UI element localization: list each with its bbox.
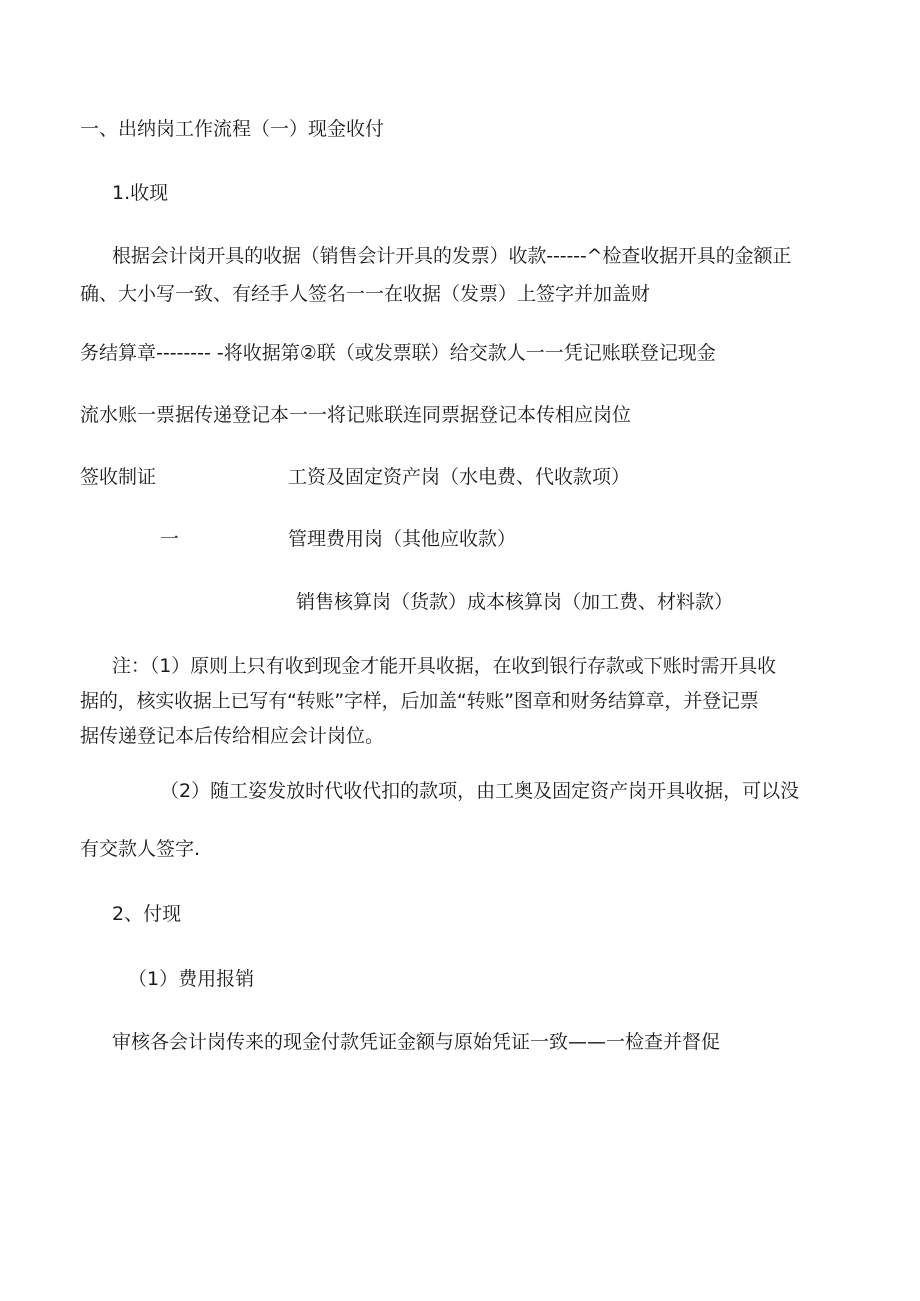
note-line3: 据传递登记本后传给相应会计岗位。	[80, 725, 385, 747]
note-line1: 注：（1）原则上只有收到现金才能开具收据，在收到银行存款或下账时需开具收	[112, 655, 776, 677]
routing-row2: 管理费用岗（其他应收款）	[288, 528, 517, 550]
note-item2-line1: （2）随工姿发放时代收代扣的款项，由工奥及固定资产岗开具收据，可以没	[160, 780, 800, 802]
routing-dash: 一	[160, 528, 180, 550]
sub1-line1: 审核各会计岗传来的现金付款凭证金额与原始凭证一致——一检查并督促	[112, 1031, 721, 1053]
note-item2-line2: 有交款人签字.	[80, 838, 201, 860]
routing-label: 签收制证	[80, 466, 157, 488]
routing-row3: 销售核算岗（货款）成本核算岗（加工费、材料款）	[296, 591, 734, 613]
section2-title: 2、付现	[112, 903, 182, 925]
heading: 一、出纳岗工作流程（一）现金收付	[80, 118, 385, 140]
para1-line3: 务结算章-------- -将收据第②联（或发票联）给交款人一一凭记账联登记现金	[80, 342, 716, 364]
section1-title: 1.收现	[112, 182, 169, 204]
note-line2: 据的，核实收据上已写有“转账”字样，后加盖“转账”图章和财务结算章，并登记票	[80, 690, 759, 712]
para1-line4: 流水账一票据传递登记本一一将记账联连同票据登记本传相应岗位	[80, 404, 632, 426]
para1-line2: 确、大小写一致、有经手人签名一一在收据（发票）上签字并加盖财	[80, 283, 651, 305]
para1-line1: 根据会计岗开具的收据（销售会计开具的发票）收款------^检查收据开具的金额正	[112, 245, 792, 267]
routing-row1: 工资及固定资产岗（水电费、代收款项）	[288, 466, 631, 488]
sub1-title: （1）费用报销	[128, 968, 255, 990]
